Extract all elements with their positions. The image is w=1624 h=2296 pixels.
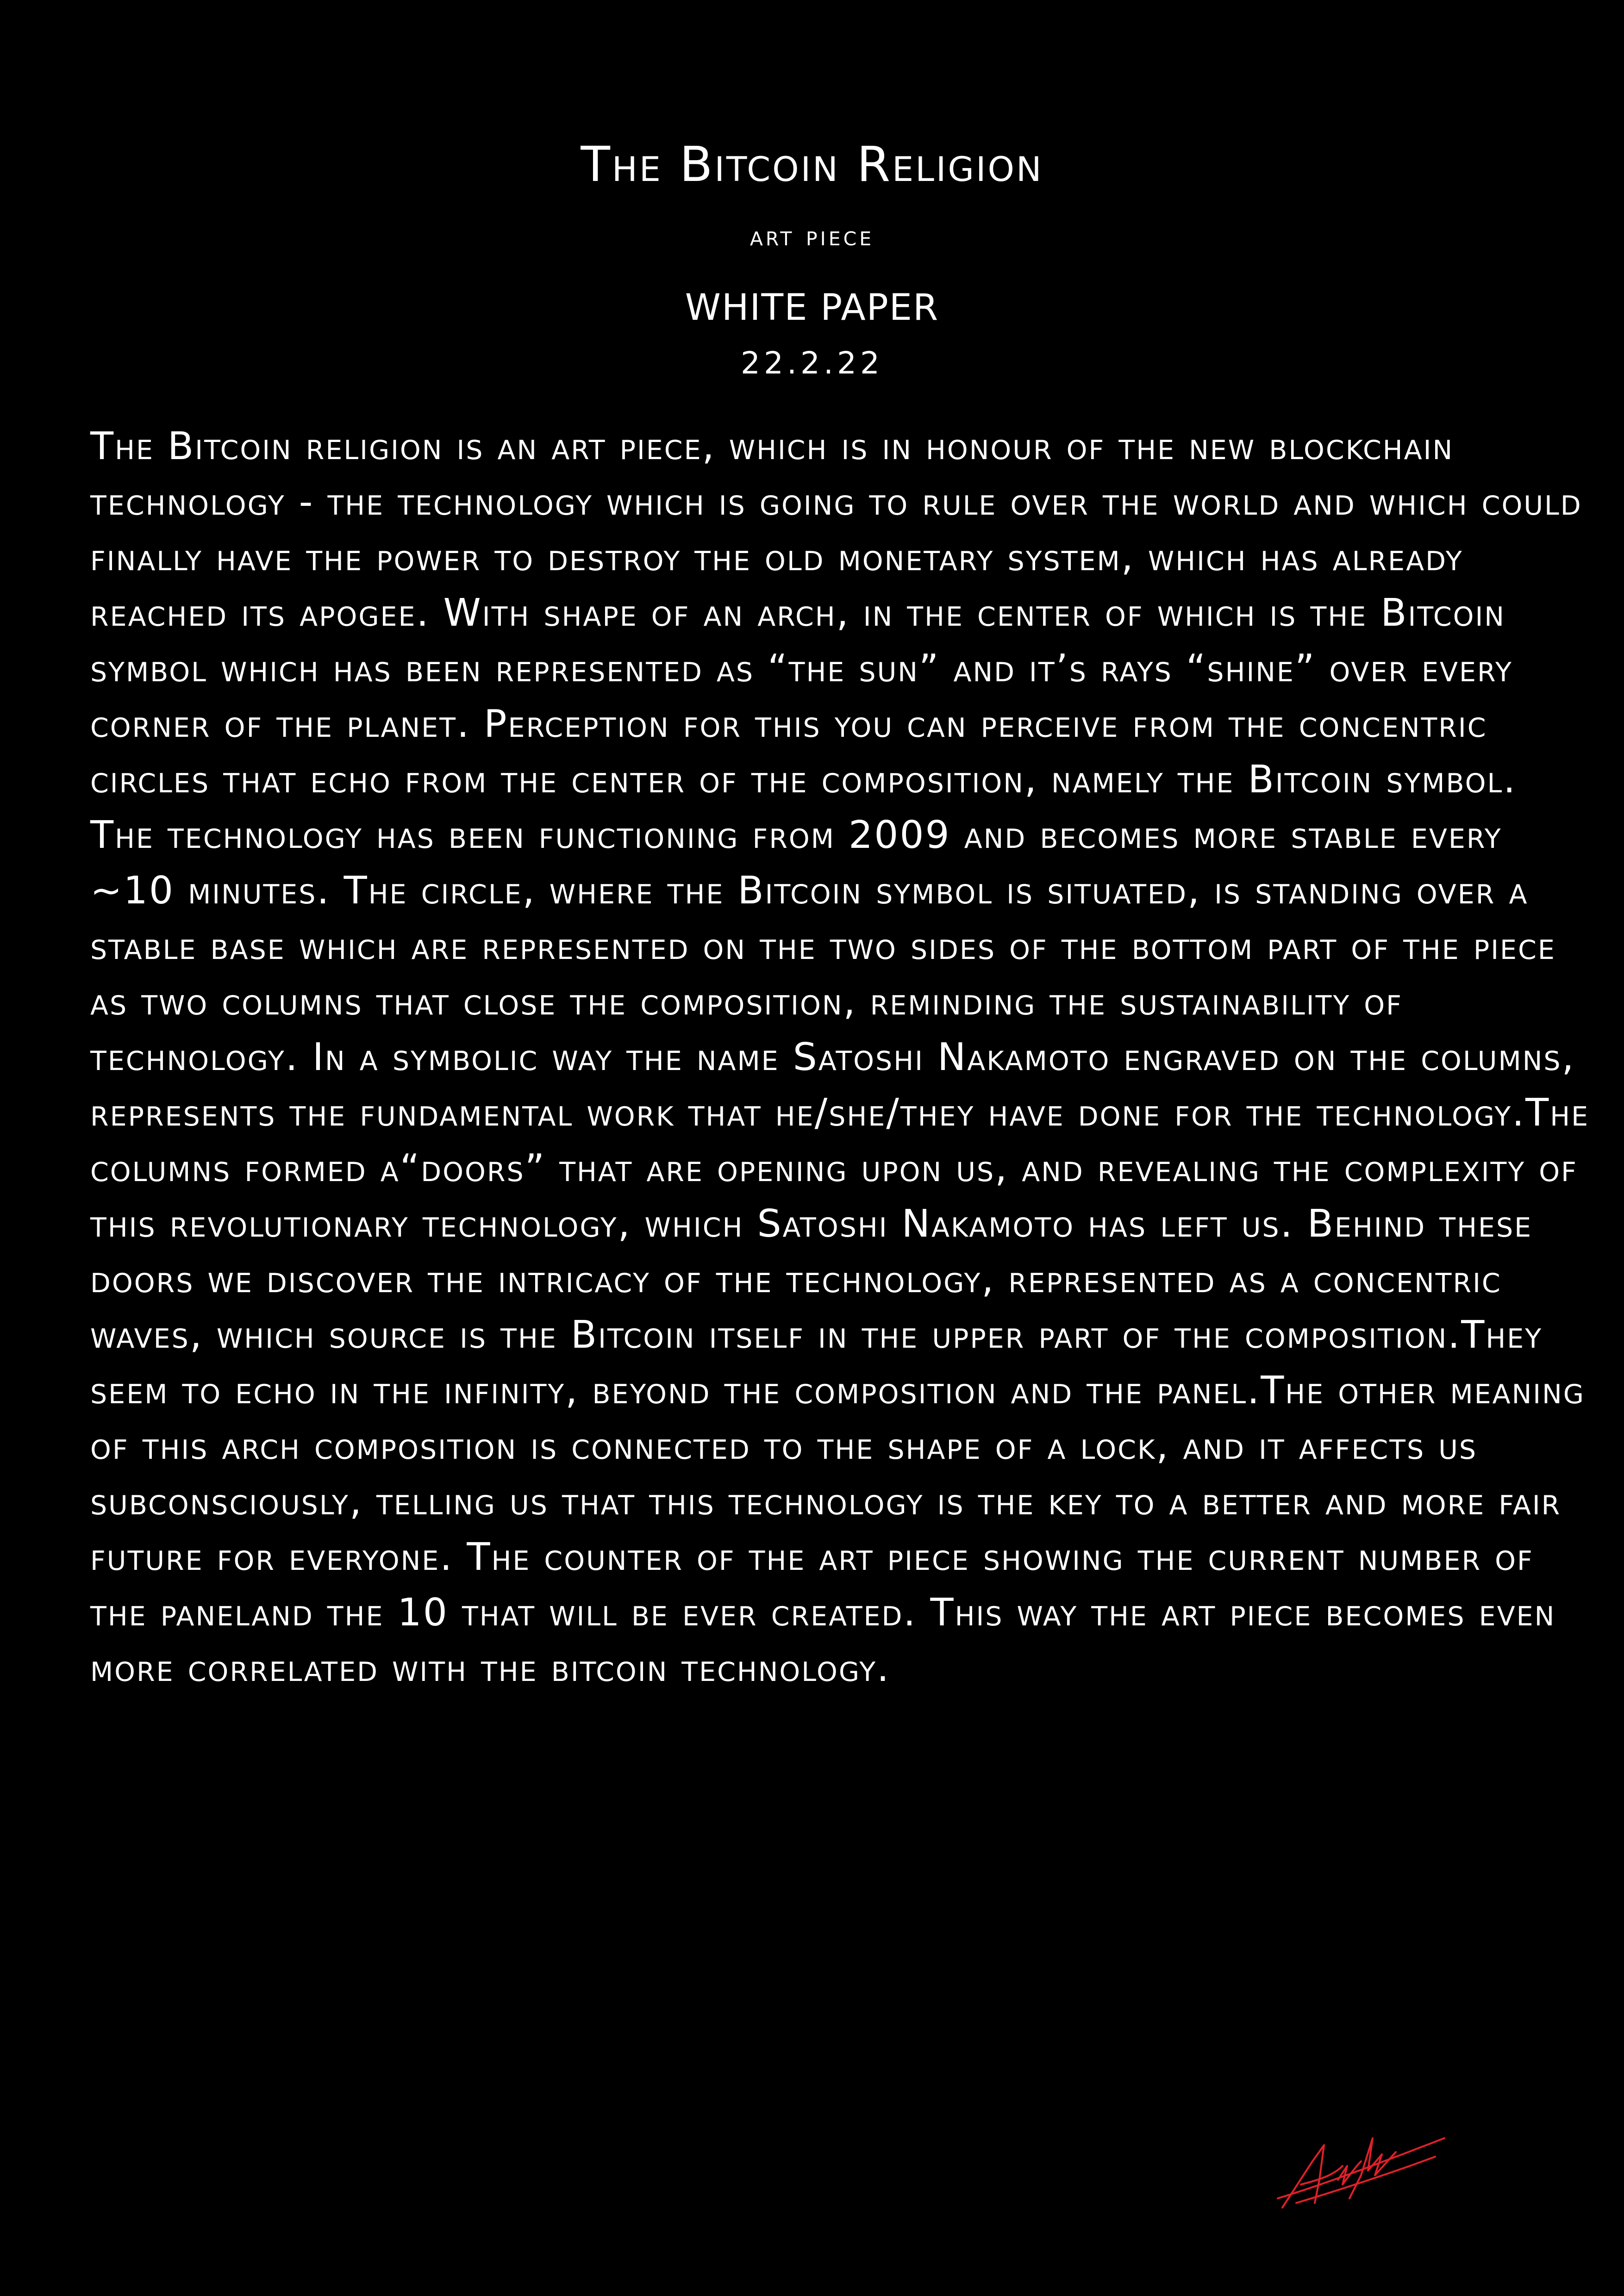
- body-paragraph-1: The Bitcoin religion is an art piece, which is in honour of the new blockchain technology - the technology which is going to rule over the world and which could finally have the power to destroy the old monetary system, which has already reached its apogee. With shape of an arch, in the center of which is the Bitcoin symbol which has been represented as “the sun” and it’s rays “shine” over every corner of the planet. Perception for this you can perceive from the concentric circles that echo from the center of the composition, namely the Bitcoin symbol.: [90, 424, 1582, 802]
- document-date: 22.2.22: [741, 345, 883, 381]
- handwritten-signature-icon: [1268, 2110, 1454, 2221]
- document-body: [90, 419, 1590, 1696]
- body-paragraph-2: The technology has been functioning from 2009 and becomes more stable every ~10 minutes. The circle, where the Bitcoin symbol is situated, is standing over a stable base which are represented on the two sides of the bottom part of the piece as two columns that close the composition, reminding the sustainability of technology. In a symbolic way the name Satoshi Nakamoto engraved on the columns, represents the fundamental work that he/she/they have done for the technology.The columns formed a“doors” that are opening upon us, and revealing the complexity of this revolutionary technology, which Satoshi Nakamoto has left us. Behind these doors we discover the intricacy of the technology, represented as a concentric waves, which source is the Bitcoin itself in the upper part of the composition.They seem to echo in the infinity, beyond the composition and the panel.The other meaning of this arch composition is connected to the shape of a lock, and it affects us subconsciously, telling us that this technology is the key to a better and more fair future for everyone. The counter of the art piece showing the current number of the paneland the 10 that will be ever created. This way the art piece becomes even more correlated with the bitcoin technology.: [90, 813, 1590, 1690]
- document-subtitle: art piece: [750, 220, 874, 252]
- document-type-label: WHITE PAPER: [685, 287, 939, 329]
- document-title: The Bitcoin Religion: [581, 136, 1043, 193]
